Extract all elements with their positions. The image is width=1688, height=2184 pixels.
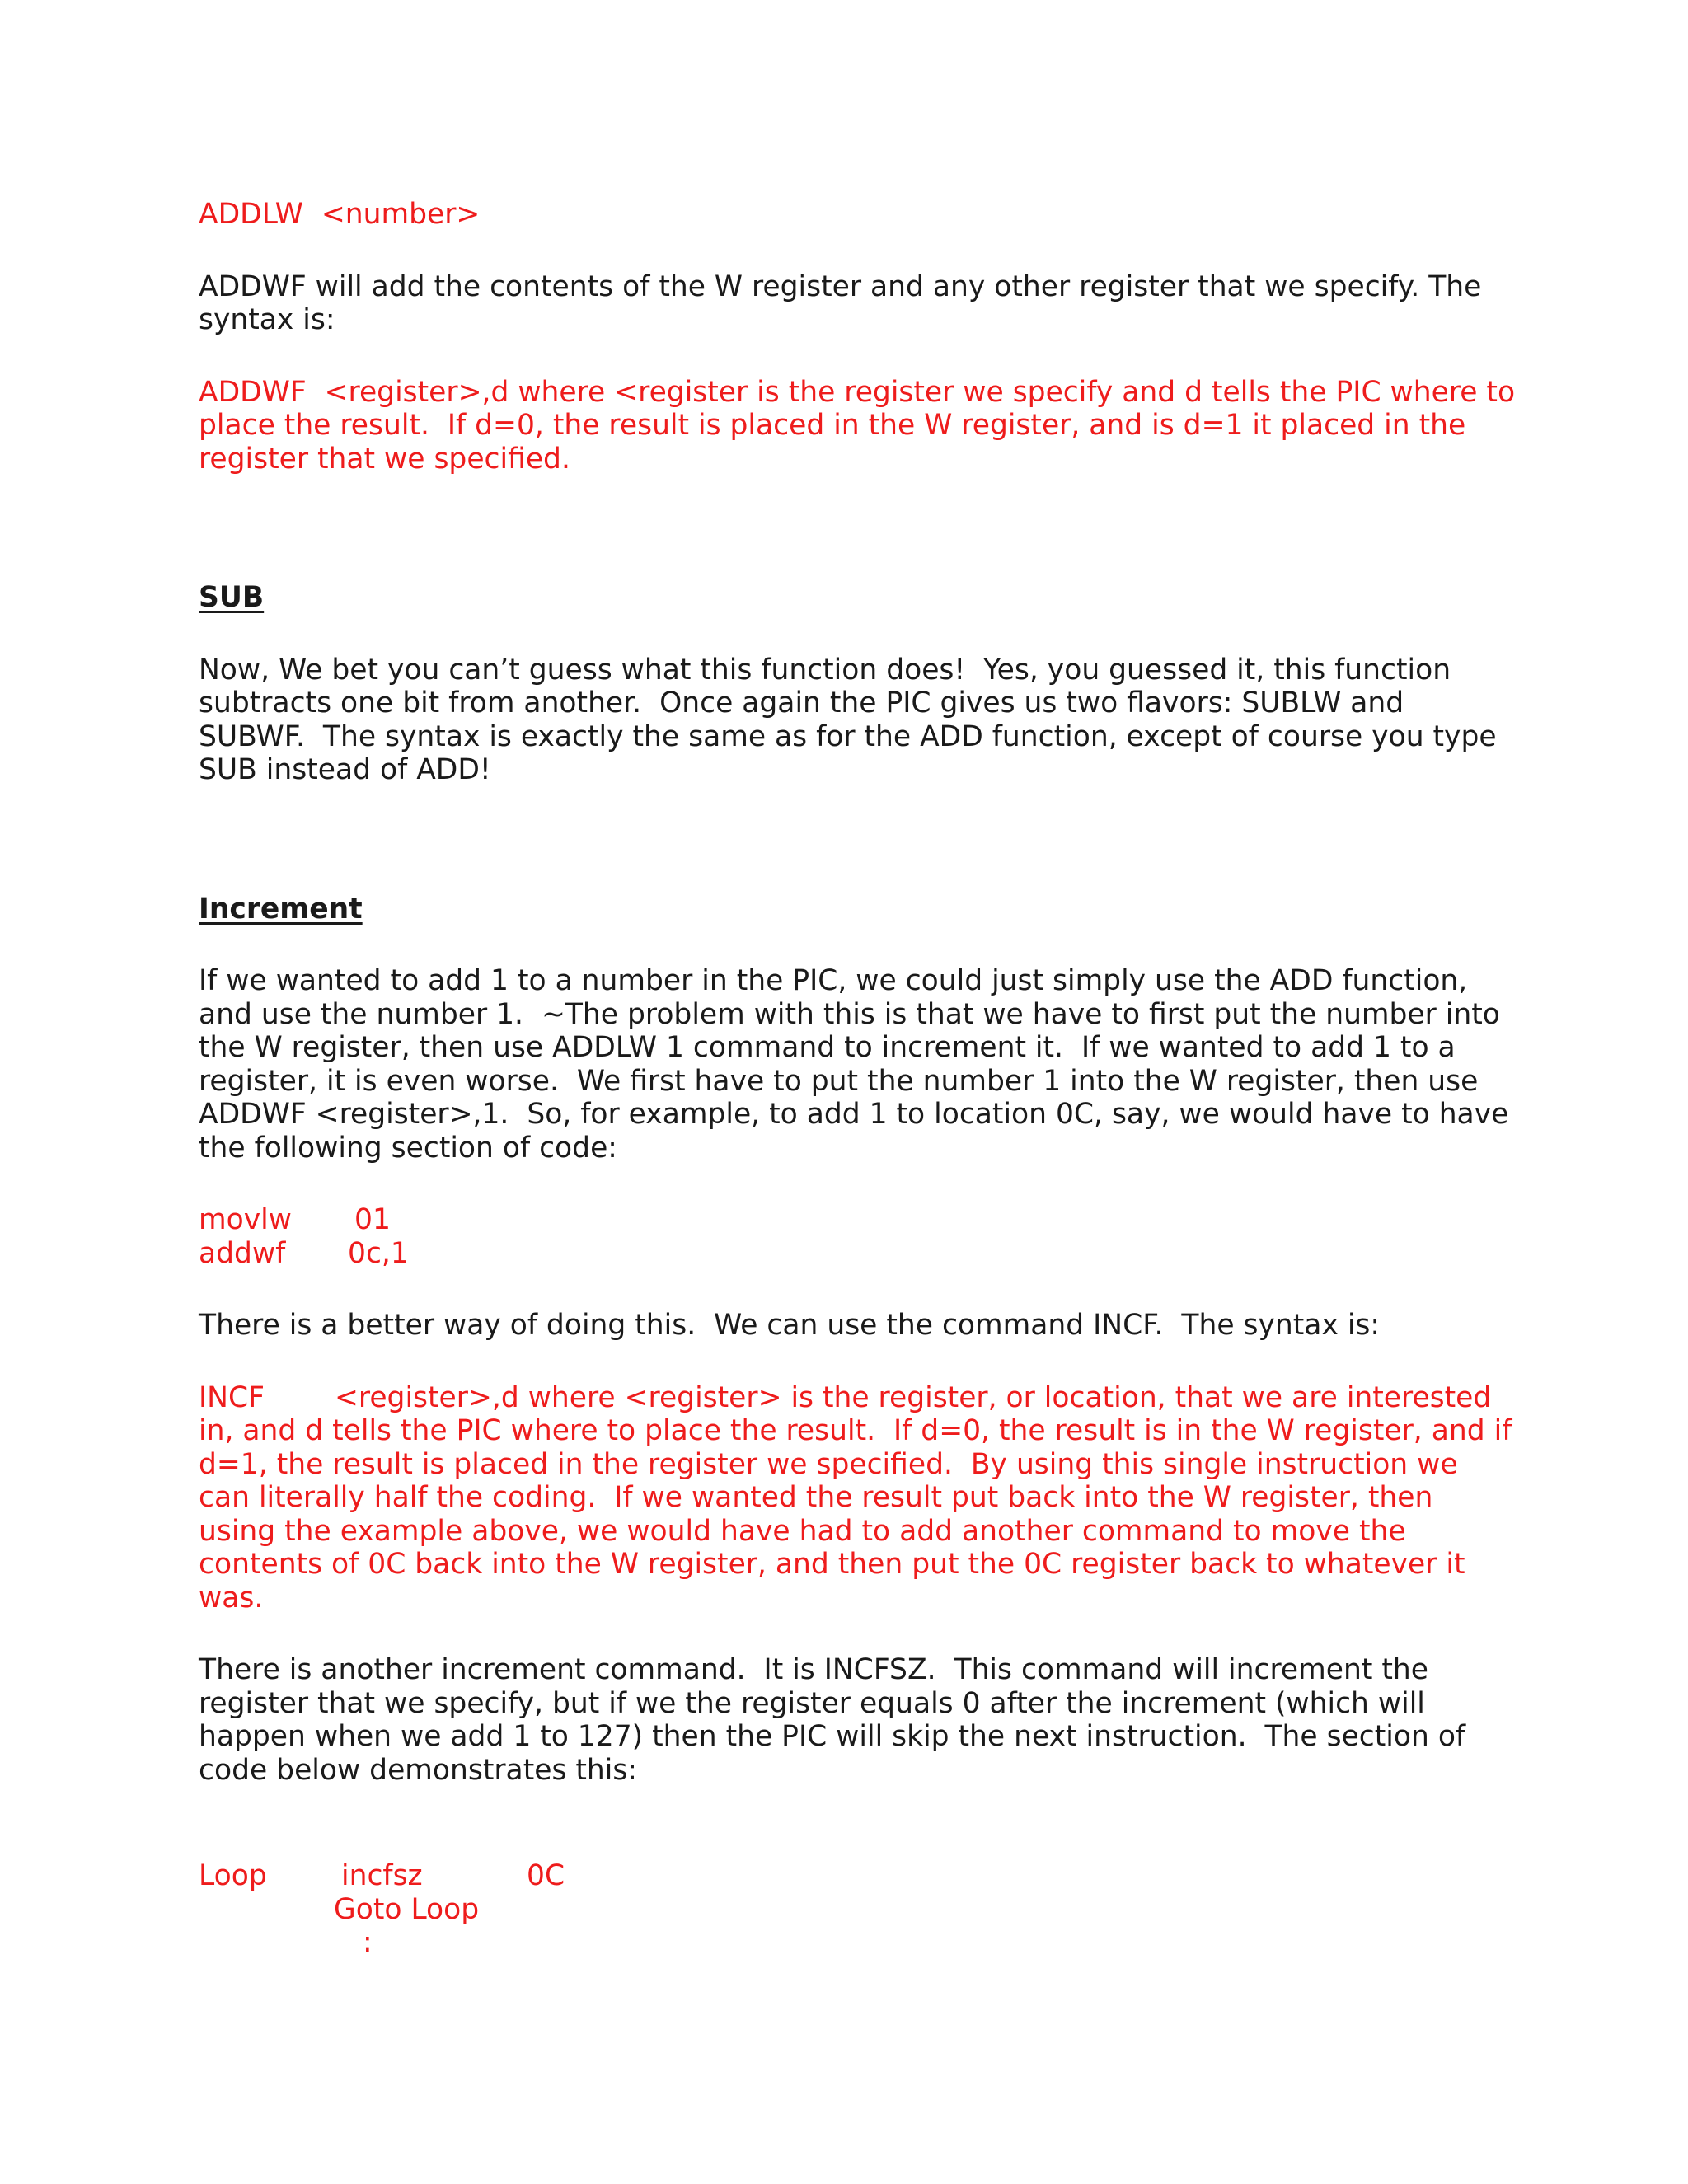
increment-body: If we wanted to add 1 to a number in the PIC, we could just simply use the ADD function, and use the number 1. ~The problem with this is that we have to first put the number into the W register, then use ADDLW 1 command to increment it. If we wanted to add 1 to a register, it is even worse. We first have to put the number 1 into the W register, then use ADDWF <register>,1. So, for example, to add 1 to location 0C, say, we would have to have the following section of code:: [199, 964, 1518, 1165]
code-block-add: [199, 1203, 1517, 1270]
increment-heading: Increment: [199, 892, 363, 926]
code-op: addwf: [199, 1236, 286, 1270]
sub-body: Now, We bet you can’t guess what this function does! Yes, you guessed it, this function subtracts one bit from another. Once again the PIC gives us two flavors: SUBLW and SUBWF. The syntax is exactly the same as for the ADD function, except of course you type SUB instead of ADD!: [199, 653, 1506, 786]
code-block-loop: [199, 1859, 1517, 1960]
sub-heading: SUB: [199, 581, 265, 614]
document-content: [199, 198, 1525, 1960]
code-op: movlw: [199, 1203, 292, 1236]
code-arg: 0c,1: [348, 1236, 409, 1270]
incf-op: INCF: [199, 1380, 265, 1414]
code-arg: 01: [354, 1203, 391, 1236]
code-op: :: [363, 1926, 373, 1959]
addlw-syntax: ADDLW <number>: [199, 198, 481, 231]
code-line: [199, 1926, 1517, 1960]
incf-syntax: <register>,d where <register> is the register, or location, that we are interested in, and d tells the PIC where to place the result. If d=0, the result is in the W register, and if d=1, the result is placed in the register we specified. By using this single instruction we can literally half the coding. If we wanted the result put back into the W register, then using the example above, we would have had to add another command to move the contents of 0C back into the W register, and then put the 0C register back to whatever it was.: [199, 1380, 1522, 1615]
code-line: [199, 1859, 1517, 1893]
addwf-intro: ADDWF will add the contents of the W register and any other register that we specify. The syntax is:: [199, 269, 1482, 336]
code-line: [199, 1893, 1517, 1927]
incfsz-intro: There is another increment command. It is INCFSZ. This command will increment the register that we specify, but if we the register equals 0 after the increment (which will happen when we add 1 to 127) then the PIC will skip the next instruction. The section of code below demonstrates this:: [199, 1653, 1475, 1787]
code-op: incfsz: [341, 1859, 423, 1892]
code-op: Goto Loop: [334, 1892, 480, 1926]
code-line: [199, 1237, 1517, 1271]
code-arg: 0C: [527, 1859, 565, 1892]
incf-syntax-block: [199, 1380, 1522, 1615]
better-way-text: There is a better way of doing this. We can use the command INCF. The syntax is:: [199, 1309, 1381, 1342]
code-line: [199, 1203, 1517, 1237]
addwf-syntax: ADDWF <register>,d where <register is the register we specify and d tells the PIC where to place the result. If d=0, the result is placed in the W register, and is d=1 it placed in the register that we specified.: [199, 375, 1525, 476]
code-label: Loop: [199, 1859, 267, 1892]
